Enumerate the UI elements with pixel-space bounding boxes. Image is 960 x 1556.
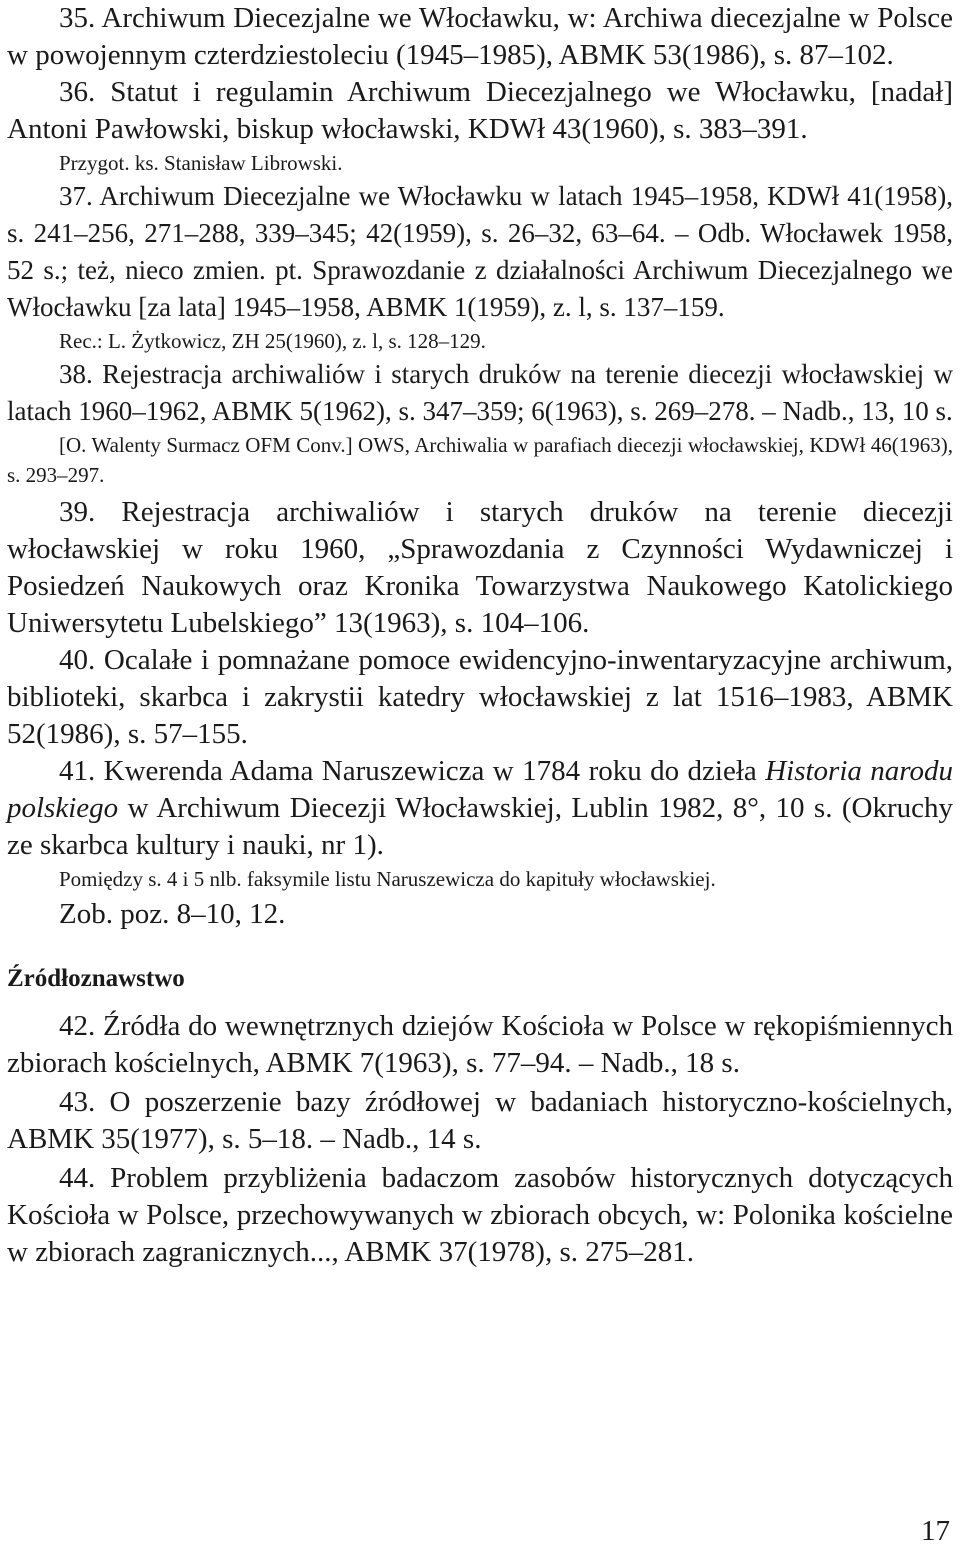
section-heading: Źródłoznawstwo [7,965,185,992]
bibliography-page [7,0,953,1271]
entry-38: 38. Rejestracja archiwaliów i starych druków na terenie diecezji włocławskiej w latach 1960–1962, ABMK 5(1962), s. 347–359; 6(1963), s. 269–278. – Nadb., 13, 10 s. [7,359,953,426]
page-number: 17 [921,1515,950,1547]
entry-36: 36. Statut i regulamin Archiwum Diecezjalnego we Włocławku, [nadał] Antoni Pawłowski, biskup włocławski, KDWł 43(1960), s. 383–391. [7,76,953,145]
entry-43: 43. O poszerzenie bazy źródłowej w badaniach historyczno-kościelnych, ABMK 35(1977), s. 5–18. – Nadb., 14 s. [7,1086,953,1155]
entry-37: 37. Archiwum Diecezjalne we Włocławku w latach 1945–1958, KDWł 41(1958), s. 241–256, 271–288, 339–345; 42(1959), s. 26–32, 63–64. – Odb. Włocławek 1958, 52 s.; też, nieco zmien. pt. Sprawozdanie z działalności Archiwum Diecezjalnego we Włocławku [za lata] 1945–1958, ABMK 1(1959), z. l, s. 137–159. [7,181,953,322]
entry-41-rest: w Archiwum Diecezji Włocławskiej, Lublin 1982, 8°, 10 s. (Okruchy ze skarbca kultury i nauki, nr 1). [7,792,953,861]
note-37: Rec.: L. Żytkowicz, ZH 25(1960), z. l, s. 128–129. [59,329,486,353]
entry-42: 42. Źródła do wewnętrznych dziejów Kościoła w Polsce w rękopiśmiennych zbiorach kościelnych, ABMK 7(1963), s. 77–94. – Nadb., 18 s. [7,1010,953,1079]
entry-39: 39. Rejestracja archiwaliów i starych druków na terenie diecezji włocławskiej w roku 1960, „Sprawozdania z Czynności Wydawniczej i Posiedzeń Naukowych oraz Kronika Towarzystwa Naukowego Katolickiego Uniwersytetu Lubelskiego” 13(1963), s. 104–106. [7,496,953,639]
entry-35: 35. Archiwum Diecezjalne we Włocławku, w: Archiwa diecezjalne w Polsce w powojennym czterdziestoleciu (1945–1985), ABMK 53(1986), s. 87–102. [7,2,953,71]
note-36: Przygot. ks. Stanisław Librowski. [59,151,343,175]
entry-41-title: Historia narodu polskiego [7,755,953,824]
note-41: Pomiędzy s. 4 i 5 nlb. faksymile listu Naruszewicza do kapituły włocławskiej. [59,867,716,891]
note-38: [O. Walenty Surmacz OFM Conv.] OWS, Archiwalia w parafiach diecezji włocławskiej, KDWł 46(1963), s. 293–297. [7,433,953,487]
entry-41 [7,753,953,864]
entry-40: 40. Ocalałe i pomnażane pomoce ewidencyjno-inwentaryzacyjne archiwum, biblioteki, skarbca i zakrystii katedry włocławskiej z lat 1516–1983, ABMK 52(1986), s. 57–155. [7,644,953,750]
see-also: Zob. poz. 8–10, 12. [59,898,286,930]
entry-44: 44. Problem przybliżenia badaczom zasobów historycznych dotyczących Kościoła w Polsce, przechowywanych w zbiorach obcych, w: Polonika kościelne w zbiorach zagranicznych..., ABMK 37(1978), s. 275–281. [7,1162,953,1268]
entry-41-text: 41. Kwerenda Adama Naruszewicza w 1784 roku do dzieła [59,755,766,787]
